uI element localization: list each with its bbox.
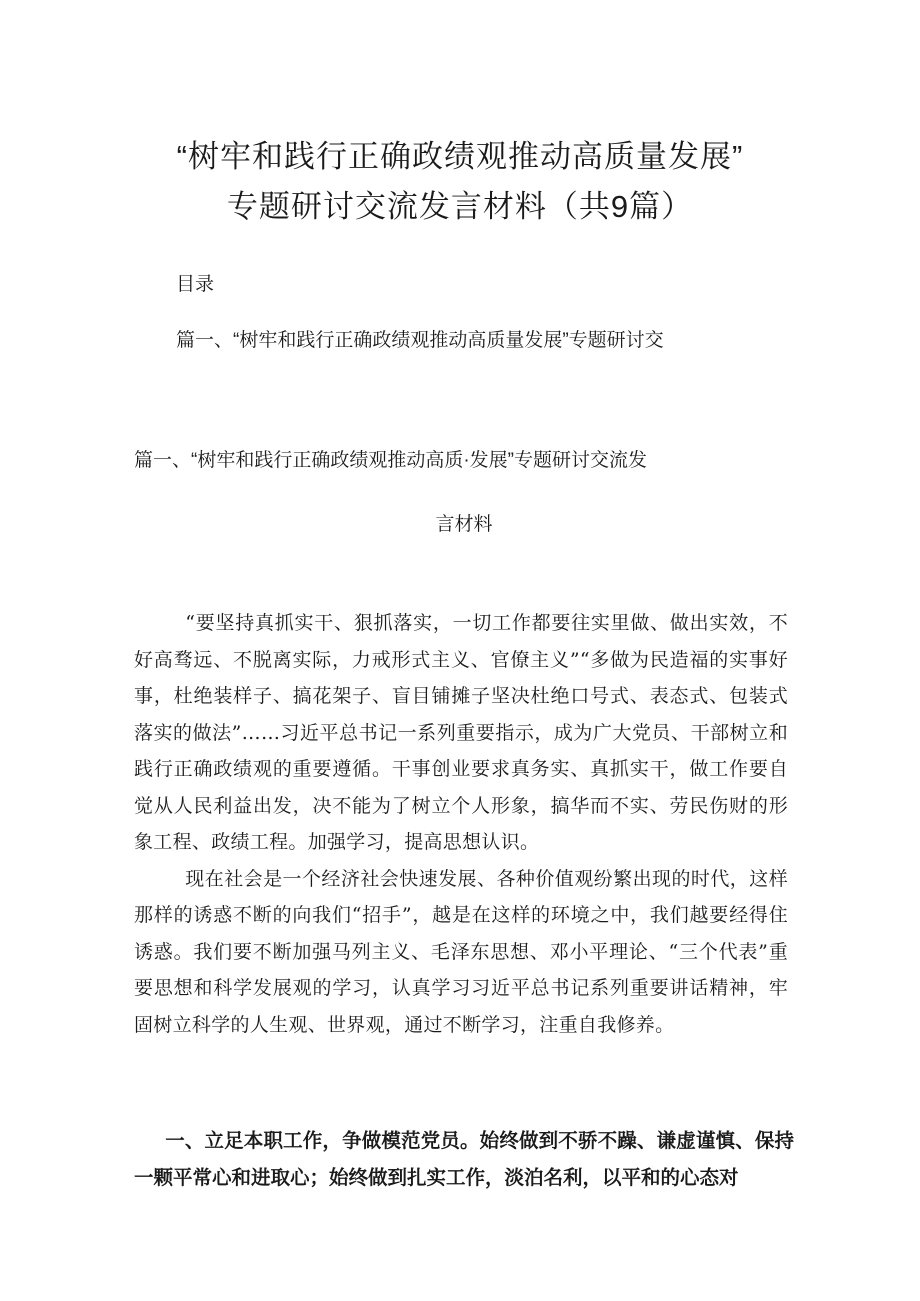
paragraph-1: “要坚持真抓实干、狠抓落实，一切工作都要往实里做、做出实效，不好高骛远、不脱离实际，力戒形式主义、官僚主义”“多做为民造福的实事好事，杜绝装样子、搞花架子、盲目铺摊子坚决杜绝口号式、表态式、包装式落实的做法”……习近平总书记一系列重要指示，成为广大党员、干部树立和践行正确政绩观的重要遵循。干事创业要求真务实、真抓实干，做工作要自觉从人民利益出发，决不能为了树立个人形象，搞华而不实、劳民伤财的形象工程、政绩工程。加强学习，提高思想认识。 (134, 612, 788, 853)
section-title (134, 448, 794, 538)
body-text (134, 605, 788, 1043)
bold-paragraph: 一、立足本职工作，争做模范党员。始终做到不骄不躁、谦虚谨慎、保持一颗平常心和进取心；始终做到扎实工作，淡泊名利，以平和的心态对 (134, 1130, 794, 1189)
toc-item-1[interactable]: 篇一、“树牢和践行正确政绩观推动高质量发展”专题研讨交 (176, 330, 664, 351)
toc-heading: 目录 (176, 274, 215, 295)
section-title-line-1: 篇一、“树牢和践行正确政绩观推动高质·发展”专题研讨交流发 (134, 450, 647, 471)
section-title-line-2: 言材料 (435, 514, 493, 535)
document-title-line-1: “树牢和践行正确政绩观推动高质量发展” (176, 139, 744, 174)
paragraph-2: 现在社会是一个经济社会快速发展、各种价值观纷繁出现的时代，这样那样的诱惑不断的向我们“招手”，越是在这样的环境之中，我们越要经得住诱惑。我们要不断加强马列主义、毛泽东思想、邓小平理论、“三个代表”重要思想和科学发展观的学习，认真学习习近平总书记系列重要讲话精神，牢固树立科学的人生观、世界观，通过不断学习，注重自我修养。 (134, 867, 788, 1036)
document-title-line-2: 专题研讨交流发言材料（共9篇） (226, 189, 694, 224)
document-title (0, 132, 920, 232)
